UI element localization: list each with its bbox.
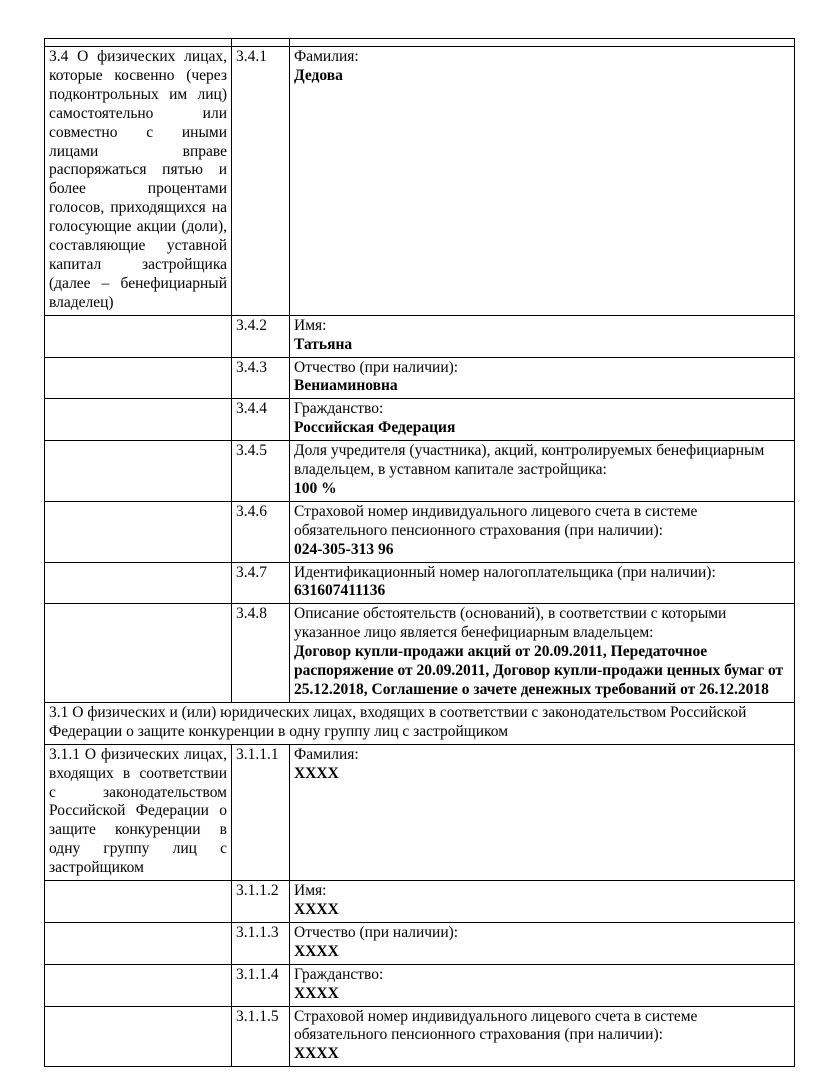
section-description-cell: 3.1.1 О физических лицах, входящих в соответствии с законодательством Российской Федерации о защите конкуренции в одну группу лиц с застройщиком xyxy=(45,744,232,880)
table-row xyxy=(45,399,795,441)
table-row xyxy=(45,315,795,357)
field-label: Отчество (при наличии): xyxy=(294,923,459,941)
code-cell: 3.4.2 xyxy=(232,315,290,357)
field-label: Имя: xyxy=(294,882,327,900)
section-description-cell xyxy=(45,881,232,923)
table-row xyxy=(45,744,795,880)
field-value: Российская Федерация xyxy=(294,419,456,437)
declaration-table-body xyxy=(45,39,795,1067)
section-description-cell xyxy=(45,357,232,399)
field-cell xyxy=(290,399,795,441)
table-spacer-row xyxy=(45,39,795,47)
field-cell xyxy=(290,1006,795,1067)
table-row xyxy=(45,501,795,562)
section-description-cell xyxy=(45,964,232,1006)
section-description-cell xyxy=(45,399,232,441)
field-cell xyxy=(290,922,795,964)
field-cell xyxy=(290,604,795,703)
field-cell xyxy=(290,315,795,357)
field-cell xyxy=(290,47,795,316)
table-row xyxy=(45,357,795,399)
field-label: Описание обстоятельств (оснований), в соответствии с которыми указанное лицо является бенефициарным владельцем: xyxy=(294,605,727,642)
field-label: Фамилия: xyxy=(294,745,359,763)
code-cell: 3.1.1.1 xyxy=(232,744,290,880)
field-value: 100 % xyxy=(294,479,337,497)
section-description-cell xyxy=(45,501,232,562)
field-label: Имя: xyxy=(294,316,327,334)
code-cell: 3.1.1.5 xyxy=(232,1006,290,1067)
field-value: Договор купли-продажи акций от 20.09.2011, Передаточное распоряжение от 20.09.2011, Договор купли-продажи ценных бумаг от 25.12.2018, Соглашение о зачете денежных требований от 26.12.2018 xyxy=(294,643,784,698)
field-value: Татьяна xyxy=(294,335,353,353)
field-cell xyxy=(290,881,795,923)
section-header-cell: 3.1 О физических и (или) юридических лицах, входящих в соответствии с законодательством Российской Федерации о защите конкуренции в одну группу лиц с застройщиком xyxy=(45,702,795,744)
section-description-cell xyxy=(45,562,232,604)
field-value: ХХХХ xyxy=(294,984,339,1002)
declaration-table xyxy=(44,38,795,1067)
spacer-cell xyxy=(45,39,232,47)
field-value: Вениаминовна xyxy=(294,377,398,395)
field-label: Отчество (при наличии): xyxy=(294,358,459,376)
field-label: Фамилия: xyxy=(294,48,359,65)
code-cell: 3.4.8 xyxy=(232,604,290,703)
code-cell: 3.1.1.2 xyxy=(232,881,290,923)
field-cell xyxy=(290,501,795,562)
field-cell xyxy=(290,357,795,399)
code-cell: 3.1.1.4 xyxy=(232,964,290,1006)
spacer-cell xyxy=(232,39,290,47)
table-row xyxy=(45,922,795,964)
field-value: Дедова xyxy=(294,66,343,84)
field-label: Доля учредителя (участника), акций, контролируемых бенефициарным владельцем, в уставном капитале застройщика: xyxy=(294,442,765,479)
section-description-cell: 3.4 О физических лицах, которые косвенно (через подконтрольных им лиц) самостоятельно или совместно с иными лицами вправе распоряжаться пятью и более процентами голосов, приходящихся на голосующие акции (доли), составляющие уставной капитал застройщика (далее – бенефициарный владелец) xyxy=(45,47,232,316)
table-row xyxy=(45,881,795,923)
code-cell: 3.4.6 xyxy=(232,501,290,562)
field-cell xyxy=(290,964,795,1006)
field-label: Гражданство: xyxy=(294,965,384,983)
field-value: 631607411136 xyxy=(294,582,386,600)
code-cell: 3.4.4 xyxy=(232,399,290,441)
section-header-row xyxy=(45,702,795,744)
table-row xyxy=(45,441,795,502)
table-row xyxy=(45,1006,795,1067)
table-row xyxy=(45,562,795,604)
code-cell: 3.4.5 xyxy=(232,441,290,502)
table-row xyxy=(45,964,795,1006)
field-label: Страховой номер индивидуального лицевого счета в системе обязательного пенсионного страхования (при наличии): xyxy=(294,502,698,539)
code-cell: 3.1.1.3 xyxy=(232,922,290,964)
field-label: Страховой номер индивидуального лицевого счета в системе обязательного пенсионного страхования (при наличии): xyxy=(294,1007,698,1044)
code-cell: 3.4.3 xyxy=(232,357,290,399)
table-row xyxy=(45,604,795,703)
field-value: ХХХХ xyxy=(294,1045,339,1063)
code-cell: 3.4.1 xyxy=(232,47,290,316)
section-description-cell xyxy=(45,1006,232,1067)
field-cell xyxy=(290,441,795,502)
field-value: 024-305-313 96 xyxy=(294,540,394,558)
field-label: Идентификационный номер налогоплательщика (при наличии): xyxy=(294,563,716,581)
section-description-cell xyxy=(45,315,232,357)
field-label: Гражданство: xyxy=(294,400,384,418)
table-row xyxy=(45,47,795,316)
field-value: ХХХХ xyxy=(294,900,339,918)
section-description-cell xyxy=(45,604,232,703)
field-cell xyxy=(290,562,795,604)
spacer-cell xyxy=(290,39,795,47)
field-cell xyxy=(290,744,795,880)
field-value: ХХХХ xyxy=(294,942,339,960)
section-description-cell xyxy=(45,441,232,502)
field-value: ХХХХ xyxy=(294,764,339,782)
code-cell: 3.4.7 xyxy=(232,562,290,604)
section-description-cell xyxy=(45,922,232,964)
